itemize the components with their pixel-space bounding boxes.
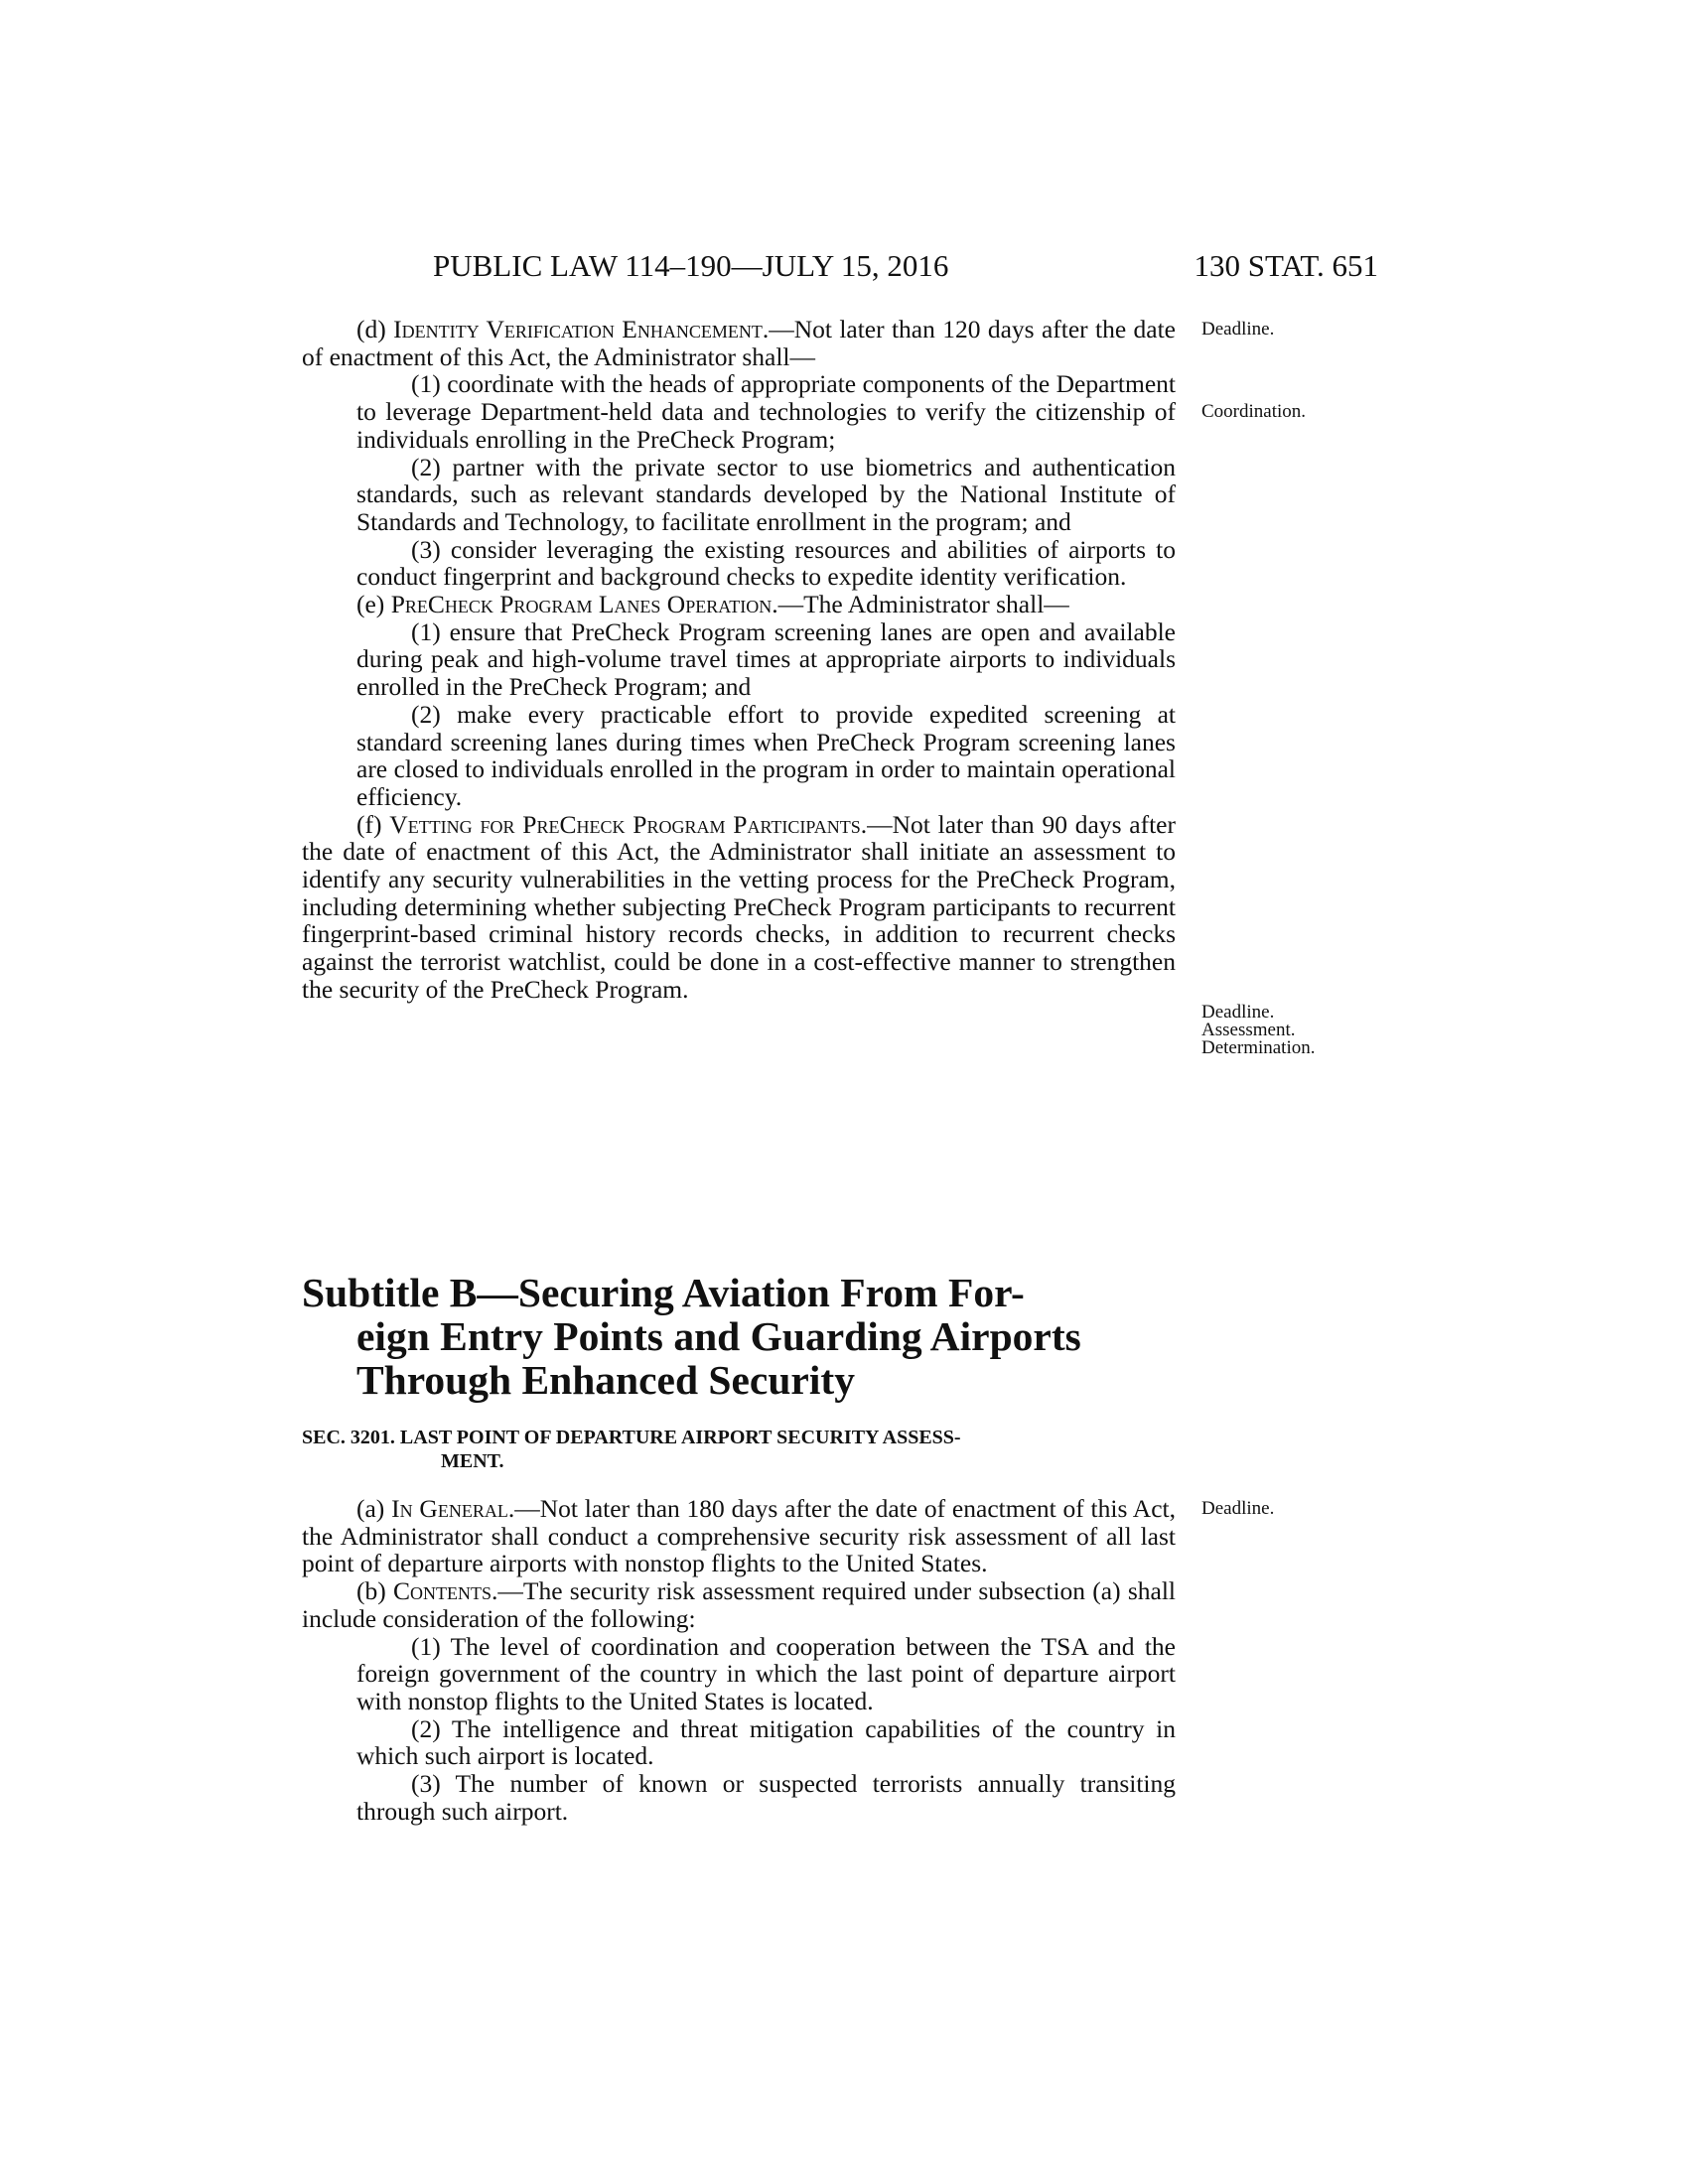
- section-3201-b-text: —The security risk assessment required under subsection (a) shall include consideration of the following:: [302, 1576, 1176, 1633]
- subsection-d-marker: (d): [356, 315, 386, 343]
- subsection-e-heading: PreCheck Program Lanes Operation.: [390, 590, 778, 619]
- subsection-f-text: —Not later than 90 days after the date of enactment of this Act, the Administrator shall initiate an assessment to identify any security vulnerabilities in the vetting process for the PreCheck Program, including determining whether subjecting PreCheck Program participants to recurrent fingerprint-based criminal history records checks, in addition to recurrent checks against the terrorist watchlist, could be done in a cost-effective manner to strengthen the security of the PreCheck Program.: [302, 809, 1176, 1004]
- margin-note-determination: Determination.: [1201, 1037, 1316, 1058]
- subsection-d-heading: Identity Verification Enhancement.: [393, 315, 770, 343]
- subsection-f-marker: (f): [356, 809, 382, 839]
- section-3201-b-marker: (b): [356, 1576, 386, 1606]
- upper-body-text: [302, 316, 1176, 1004]
- running-header: [0, 246, 1688, 286]
- section-3201-heading: [302, 1426, 1176, 1473]
- subtitle-line-2: eign Entry Points and Guarding Airports: [356, 1313, 1081, 1359]
- subtitle-line-3: Through Enhanced Security: [356, 1357, 855, 1403]
- section-3201-b-item-3: (3) The number of known or suspected terrorists annually transiting through such airport.: [356, 1769, 1176, 1826]
- margin-note-coordination: Coordination.: [1201, 401, 1307, 422]
- section-3201-b: [302, 1577, 1176, 1632]
- section-3201-b-item-2: (2) The intelligence and threat mitigation capabilities of the country in which such airport is located.: [356, 1713, 1176, 1771]
- section-3201-heading-line-2: MENT.: [441, 1450, 504, 1472]
- header-page-number: 130 STAT. 651: [1194, 248, 1378, 283]
- section-3201-b-heading: Contents.: [393, 1576, 498, 1606]
- header-law-citation: PUBLIC LAW 114–190—JULY 15, 2016: [433, 248, 949, 283]
- section-3201-a-heading: In General.: [391, 1494, 515, 1523]
- margin-note-group-f: [1201, 1002, 1316, 1059]
- lower-body-text: [302, 1495, 1176, 1825]
- subsection-e-marker: (e): [356, 590, 385, 619]
- section-3201-a: [302, 1495, 1176, 1577]
- subsection-d-item-3: (3) consider leveraging the existing resources and abilities of airports to conduct fingerprint and background checks to expedite identity verification.: [356, 534, 1176, 592]
- subsection-f: [302, 811, 1176, 1004]
- subsection-e-item-2: (2) make every practicable effort to provide expedited screening at standard screening lanes during times when PreCheck Program screening lanes are closed to individuals enrolled in the program in order to maintain operational efficiency.: [356, 699, 1176, 811]
- margin-note-deadline-d: Deadline.: [1201, 319, 1275, 340]
- section-3201-heading-line-1: SEC. 3201. LAST POINT OF DEPARTURE AIRPORT SECURITY ASSESS-: [302, 1427, 961, 1448]
- section-3201-b-item-1: (1) The level of coordination and cooperation between the TSA and the foreign government of the country in which the last point of departure airport with nonstop flights to the United States is located.: [356, 1631, 1176, 1715]
- subsection-e: [302, 591, 1176, 618]
- subsection-e-item-1: (1) ensure that PreCheck Program screening lanes are open and available during peak and high-volume travel times at appropriate airports to individuals enrolled in the PreCheck Program; and: [356, 616, 1176, 702]
- margin-note-deadline-f: Deadline.: [1201, 1002, 1275, 1023]
- subtitle-heading: [302, 1271, 1176, 1402]
- margin-note-deadline-3201a: Deadline.: [1201, 1498, 1275, 1519]
- subsection-e-text: —The Administrator shall—: [777, 590, 1069, 619]
- subsection-d-item-1: (1) coordinate with the heads of appropriate components of the Department to leverage Department-held data and technologies to verify the citizenship of individuals enrolling in the PreCheck Program;: [356, 369, 1176, 454]
- section-3201-a-text: —Not later than 180 days after the date of enactment of this Act, the Administrator shall conduct a comprehensive security risk assessment of all last point of departure airports with nonstop flights to the United States.: [302, 1494, 1176, 1578]
- subtitle-line-1: Subtitle B—Securing Aviation From For-: [302, 1270, 1025, 1315]
- margin-note-assessment: Assessment.: [1201, 1020, 1296, 1040]
- subsection-d: [302, 316, 1176, 370]
- section-3201-a-marker: (a): [356, 1494, 385, 1523]
- subsection-d-text: —Not later than 120 days after the date of enactment of this Act, the Administrator shall—: [302, 315, 1176, 371]
- subsection-f-heading: Vetting for PreCheck Program Participants.: [389, 809, 868, 839]
- subsection-d-item-2: (2) partner with the private sector to use biometrics and authentication standards, such as relevant standards developed by the National Institute of Standards and Technology, to facilitate enrollment in the program; and: [356, 452, 1176, 536]
